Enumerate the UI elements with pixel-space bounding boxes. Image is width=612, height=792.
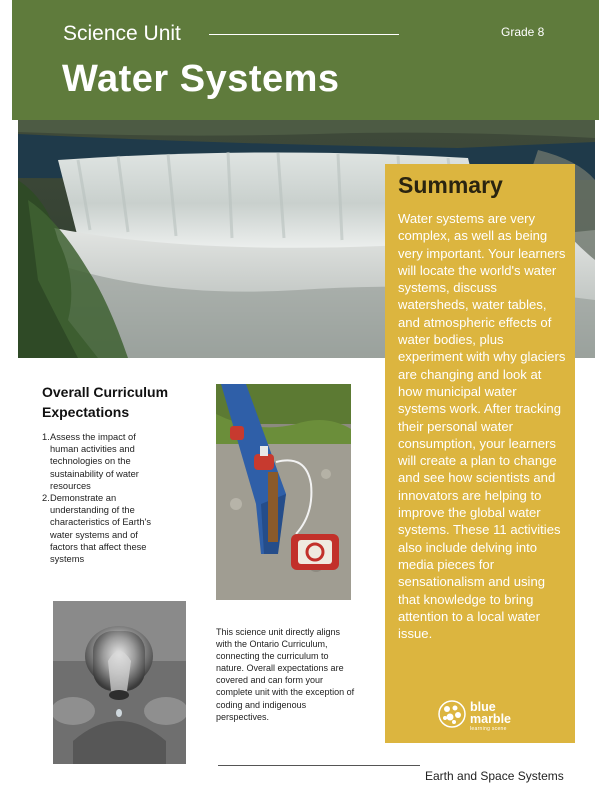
blue-marble-logo xyxy=(437,699,537,739)
list-number: 2. xyxy=(42,493,50,504)
list-item xyxy=(42,492,157,565)
logo-name: blue marble xyxy=(470,700,511,726)
curriculum-heading: Overall Curriculum Expectations xyxy=(42,384,169,420)
logo-tagline: learning scene xyxy=(470,726,507,732)
faucet-photo xyxy=(53,601,186,764)
list-item xyxy=(42,431,157,492)
list-number: 1. xyxy=(42,432,50,442)
water-probe-photo xyxy=(216,384,351,600)
header-banner xyxy=(12,0,599,120)
unit-label: Science Unit xyxy=(63,22,181,45)
summary-panel xyxy=(385,164,575,743)
marble-icon xyxy=(437,699,467,729)
header-divider xyxy=(209,34,399,35)
curriculum-list xyxy=(42,431,157,565)
list-text: Demonstrate an understanding of the characteristics of Earth's water systems and of factors that affect these systems xyxy=(50,493,151,565)
summary-heading: Summary xyxy=(398,172,503,198)
page-title: Water Systems xyxy=(62,58,340,100)
list-text: Assess the impact of human activities and technologies on the sustainability of water resources xyxy=(50,432,139,491)
summary-body: Water systems are very complex, as well as being very important. Your learners will locate the world's water systems, discuss watersheds, water tables, and atmospheric effects of water bodies, plus experiment with why glaciers are changing and look at how municipal water systems work. After tracking their personal water consumption, your learners will create a plan to change and see how scientists and innovators are helping to improve the global water systems. These 11 activities also include delving into media pieces for sensationalism and using that knowledge to bring attention to a local water issue. xyxy=(398,211,566,642)
footer-strand: Earth and Space Systems xyxy=(425,769,564,783)
footer-divider xyxy=(218,765,420,766)
curriculum-alignment-text: This science unit directly aligns with the Ontario Curriculum, connecting the curriculum to nature. Overall expectations are covered and can form your complete unit with the exception of coding and indigenous perspectives. xyxy=(216,627,355,722)
grade-label: Grade 8 xyxy=(501,25,545,39)
